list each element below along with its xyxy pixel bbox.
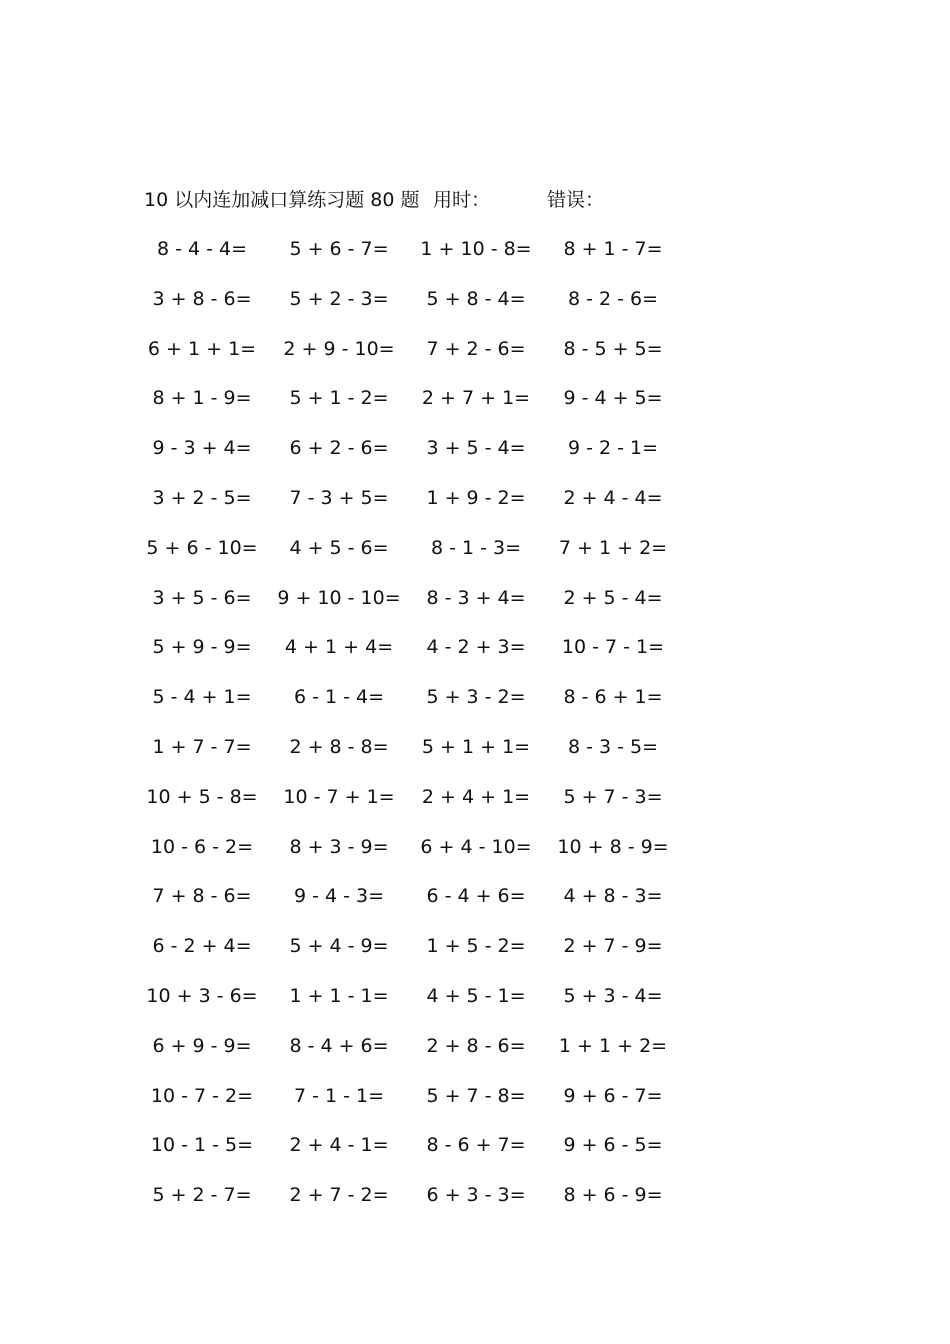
- problem-item: 10 - 7 - 1=: [561, 636, 665, 659]
- problem-item: 5 + 7 - 3=: [563, 785, 663, 808]
- problem-row: [150, 682, 710, 732]
- problem-item: 8 - 4 + 6=: [289, 1034, 389, 1057]
- problem-item: 9 - 4 - 3=: [293, 885, 385, 908]
- problem-row: [150, 1081, 710, 1131]
- problem-grid: [146, 234, 710, 1230]
- problem-item: 10 + 5 - 8=: [146, 785, 258, 808]
- problem-item: 6 - 4 + 6=: [426, 885, 526, 908]
- problem-item: 7 + 1 + 2=: [558, 536, 668, 559]
- problem-item: 8 - 5 + 5=: [563, 337, 663, 360]
- worksheet-title: 10 以内连加减口算练习题 80 题: [144, 189, 420, 211]
- problem-row: [146, 533, 710, 583]
- problem-item: 1 + 1 - 1=: [289, 984, 389, 1007]
- problem-item: 5 + 1 + 1=: [421, 735, 531, 758]
- problem-item: 8 + 6 - 9=: [563, 1184, 663, 1207]
- problem-item: 5 + 2 - 3=: [289, 287, 389, 310]
- problem-item: 9 - 2 - 1=: [567, 437, 659, 460]
- problem-item: 4 + 5 - 6=: [289, 536, 389, 559]
- problem-item: 2 + 9 - 10=: [283, 337, 395, 360]
- problem-item: 8 - 3 + 4=: [426, 586, 526, 609]
- problem-item: 9 + 6 - 5=: [563, 1134, 663, 1157]
- problem-item: 2 + 8 - 6=: [426, 1034, 526, 1057]
- problem-row: [150, 234, 710, 284]
- problem-item: 5 + 3 - 2=: [426, 686, 526, 709]
- problem-item: 1 + 10 - 8=: [420, 238, 532, 260]
- problem-item: 5 + 6 - 7=: [289, 238, 389, 260]
- problem-row: [150, 632, 710, 682]
- problem-row: [150, 881, 710, 931]
- problem-item: 8 + 1 - 9=: [152, 387, 252, 410]
- time-label: 用时：: [433, 189, 491, 211]
- problem-item: 4 - 2 + 3=: [426, 636, 526, 659]
- problem-item: 8 + 1 - 7=: [563, 238, 663, 260]
- problem-item: 1 + 9 - 2=: [426, 486, 526, 509]
- problem-item: 6 + 4 - 10=: [420, 835, 532, 858]
- problem-item: 6 + 1 + 1=: [147, 337, 257, 360]
- problem-item: 2 + 4 - 1=: [289, 1134, 389, 1157]
- problem-item: 10 - 7 - 2=: [150, 1084, 254, 1107]
- problem-item: 9 + 6 - 7=: [563, 1084, 663, 1107]
- problem-item: 5 + 2 - 7=: [152, 1184, 252, 1207]
- problem-item: 5 - 4 + 1=: [152, 686, 252, 709]
- problem-item: 2 + 7 - 2=: [289, 1184, 389, 1207]
- problem-item: 5 + 4 - 9=: [289, 935, 389, 958]
- problem-item: 7 - 3 + 5=: [289, 486, 389, 509]
- problem-item: 2 + 7 + 1=: [421, 387, 531, 410]
- problem-item: 1 + 5 - 2=: [426, 935, 526, 958]
- problem-row: [150, 483, 710, 533]
- problem-item: 10 - 6 - 2=: [150, 835, 254, 858]
- problem-item: 8 + 3 - 9=: [289, 835, 389, 858]
- problem-item: 8 - 1 - 3=: [430, 536, 522, 559]
- problem-row: [150, 284, 710, 334]
- problem-item: 4 + 5 - 1=: [426, 984, 526, 1007]
- problem-row: [150, 1180, 710, 1230]
- problem-item: 2 + 8 - 8=: [289, 735, 389, 758]
- problem-item: 10 + 8 - 9=: [557, 835, 669, 858]
- problem-row: [147, 334, 710, 384]
- problem-item: 5 + 8 - 4=: [426, 287, 526, 310]
- problem-item: 6 - 2 + 4=: [152, 935, 252, 958]
- problem-row: [150, 383, 710, 433]
- problem-item: 2 + 4 - 4=: [563, 486, 663, 509]
- problem-item: 5 + 6 - 10=: [146, 536, 258, 559]
- problem-item: 6 + 2 - 6=: [289, 437, 389, 460]
- problem-item: 4 + 1 + 4=: [284, 636, 394, 659]
- problem-item: 8 - 3 - 5=: [567, 735, 659, 758]
- problem-item: 1 + 7 - 7=: [152, 735, 252, 758]
- problem-item: 7 + 8 - 6=: [152, 885, 252, 908]
- problem-item: 10 - 1 - 5=: [150, 1134, 254, 1157]
- problem-item: 2 + 7 - 9=: [563, 935, 663, 958]
- problem-item: 5 + 3 - 4=: [563, 984, 663, 1007]
- problem-item: 5 + 9 - 9=: [152, 636, 252, 659]
- problem-row: [146, 782, 710, 832]
- problem-item: 7 - 1 - 1=: [293, 1084, 385, 1107]
- problem-item: 8 - 4 - 4=: [156, 238, 248, 260]
- problem-item: 4 + 8 - 3=: [563, 885, 663, 908]
- problem-row: [150, 1031, 710, 1081]
- problem-item: 5 + 7 - 8=: [426, 1084, 526, 1107]
- problem-row: [150, 931, 710, 981]
- problem-item: 6 + 3 - 3=: [426, 1184, 526, 1207]
- problem-item: 8 - 6 + 7=: [426, 1134, 526, 1157]
- problem-item: 9 - 4 + 5=: [563, 387, 663, 410]
- problem-item: 8 - 6 + 1=: [563, 686, 663, 709]
- errors-label: 错误：: [547, 189, 605, 211]
- problem-item: 9 - 3 + 4=: [152, 437, 252, 460]
- problem-item: 10 + 3 - 6=: [146, 984, 258, 1007]
- problem-item: 3 + 5 - 6=: [152, 586, 252, 609]
- problem-item: 6 - 1 - 4=: [293, 686, 385, 709]
- problem-item: 3 + 8 - 6=: [152, 287, 252, 310]
- problem-item: 2 + 5 - 4=: [563, 586, 663, 609]
- problem-row: [150, 583, 710, 633]
- problem-item: 7 + 2 - 6=: [426, 337, 526, 360]
- problem-item: 1 + 1 + 2=: [558, 1034, 668, 1057]
- problem-item: 5 + 1 - 2=: [289, 387, 389, 410]
- problem-item: 6 + 9 - 9=: [152, 1034, 252, 1057]
- problem-item: 3 + 5 - 4=: [426, 437, 526, 460]
- problem-row: [150, 433, 710, 483]
- problem-row: [150, 832, 710, 882]
- problem-item: 10 - 7 + 1=: [283, 785, 395, 808]
- problem-item: 8 - 2 - 6=: [567, 287, 659, 310]
- problem-row: [150, 732, 710, 782]
- problem-row: [150, 1130, 710, 1180]
- problem-item: 3 + 2 - 5=: [152, 486, 252, 509]
- problem-row: [146, 981, 710, 1031]
- problem-item: 2 + 4 + 1=: [421, 785, 531, 808]
- problem-item: 9 + 10 - 10=: [277, 586, 401, 609]
